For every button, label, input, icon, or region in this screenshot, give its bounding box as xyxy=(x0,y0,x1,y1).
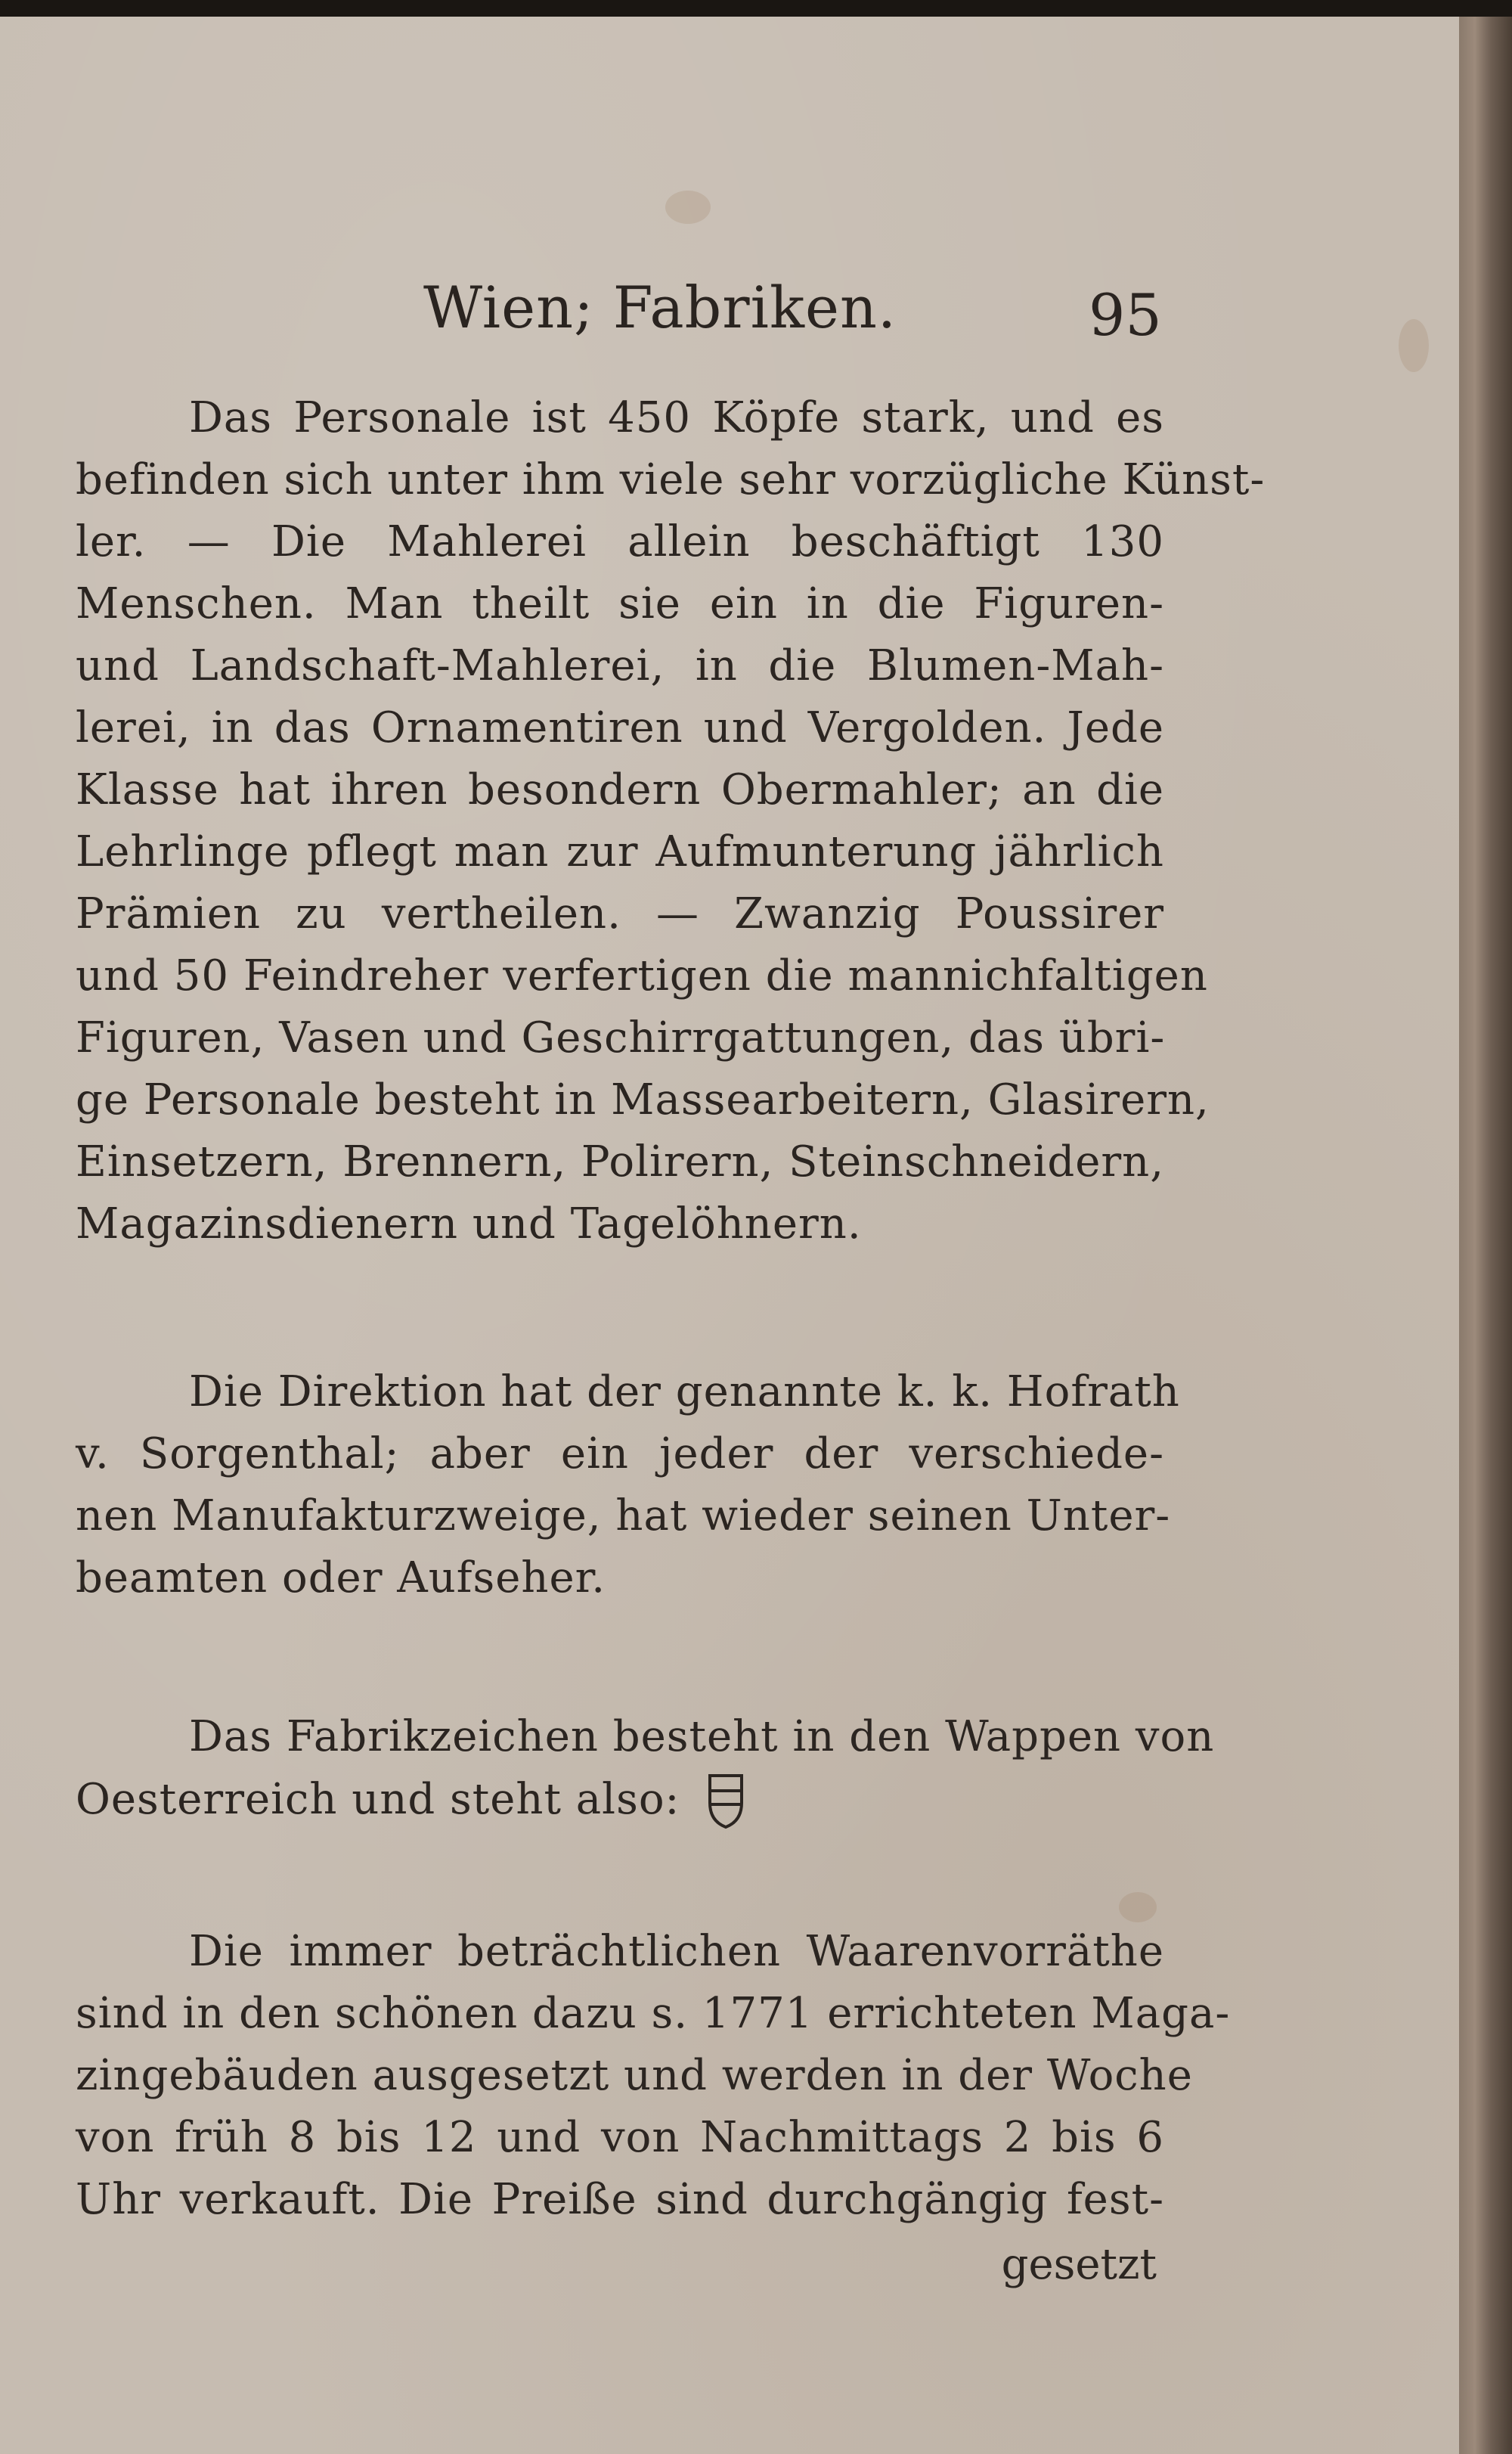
page-header xyxy=(0,274,1459,365)
paragraph-warehouse xyxy=(76,1921,1231,2231)
text-line: nen Manufakturzweige, hat wieder seinen Unter- xyxy=(76,1491,1171,1540)
text-line: Das Fabrikzeichen besteht in den Wappen von xyxy=(189,1712,1215,1761)
text-line: Prämien zu vertheilen. — Zwanzig Poussirer xyxy=(76,889,1164,938)
text-line: beamten oder Aufseher. xyxy=(76,1553,606,1602)
austrian-shield-mark-icon xyxy=(705,1768,746,1832)
text-line: Die Direktion hat der genannte k. k. Hofrath xyxy=(189,1367,1180,1416)
text-line: befinden sich unter ihm viele sehr vorzügliche Künst- xyxy=(76,455,1266,504)
text-line: sind in den schönen dazu s. 1771 errichteten Maga- xyxy=(76,1989,1231,2038)
paper-stain xyxy=(665,191,711,224)
body-text xyxy=(76,387,1266,2296)
text-line: Klasse hat ihren besondern Obermahler; an die xyxy=(76,765,1164,814)
catchword: gesetzt xyxy=(1001,2240,1157,2289)
text-line: von früh 8 bis 12 und von Nachmittags 2 bis 6 xyxy=(76,2113,1164,2162)
text-line: Magazinsdienern und Tagelöhnern. xyxy=(76,1199,862,1249)
page-number: 95 xyxy=(1089,281,1162,349)
text-line: Lehrlinge pflegt man zur Aufmunterung jährlich xyxy=(76,827,1164,876)
text-line: Menschen. Man theilt sie ein in die Figuren- xyxy=(76,579,1164,628)
text-line: zingebäuden ausgesetzt und werden in der Woche xyxy=(76,2051,1193,2100)
text-line: lerei, in das Ornamentiren und Vergolden. Jede xyxy=(76,703,1164,752)
page-edge xyxy=(1459,17,1512,2454)
running-head: Wien; Fabriken. xyxy=(423,274,897,341)
text-line: Die immer beträchtlichen Waarenvorräthe xyxy=(189,1927,1164,1976)
text-line: v. Sorgenthal; aber ein jeder der verschiede- xyxy=(76,1429,1164,1478)
text-line: Oesterreich und steht also: xyxy=(76,1775,680,1824)
text-line: Das Personale ist 450 Köpfe stark, und es xyxy=(189,393,1164,442)
text-line: und Landschaft-Mahlerei, in die Blumen-Mah- xyxy=(76,641,1164,690)
text-line: ler. — Die Mahlerei allein beschäftigt 130 xyxy=(76,517,1164,566)
text-line-with-mark xyxy=(76,1768,1164,1832)
paragraph-direction xyxy=(76,1361,1180,1609)
paragraph-personnel xyxy=(76,387,1266,1255)
text-line: Einsetzern, Brennern, Polirern, Steinschneidern, xyxy=(76,1137,1164,1187)
paragraph-factory-mark xyxy=(76,1706,1215,1832)
book-page xyxy=(0,17,1459,2454)
text-line: Uhr verkauft. Die Preiße sind durchgängig fest- xyxy=(76,2175,1164,2224)
text-line: Figuren, Vasen und Geschirrgattungen, das übri- xyxy=(76,1013,1166,1063)
text-line: ge Personale besteht in Massearbeitern, Glasirern, xyxy=(76,1075,1210,1125)
text-line: und 50 Feindreher verfertigen die mannichfaltigen xyxy=(76,951,1208,1001)
